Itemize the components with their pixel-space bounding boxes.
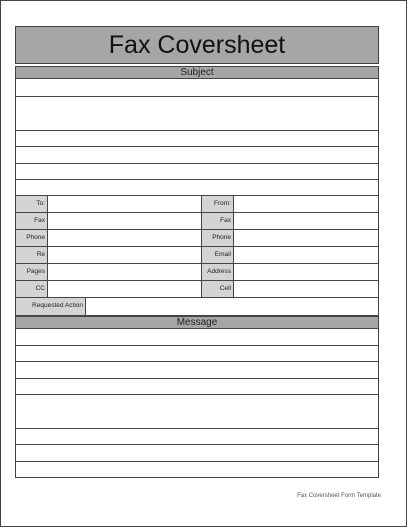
message-line[interactable] bbox=[16, 379, 378, 395]
field-row bbox=[16, 264, 378, 281]
from-field[interactable] bbox=[234, 196, 376, 212]
to-fax-label: Fax bbox=[16, 213, 48, 229]
from-fax-field[interactable] bbox=[234, 213, 376, 229]
cc-label: CC bbox=[16, 281, 48, 297]
to-field[interactable] bbox=[48, 196, 202, 212]
to-label: To: bbox=[16, 196, 48, 212]
message-line[interactable] bbox=[16, 395, 378, 429]
requested-action-field[interactable] bbox=[86, 298, 378, 315]
address-field[interactable] bbox=[234, 264, 376, 280]
message-lines[interactable] bbox=[15, 329, 379, 478]
field-row bbox=[16, 230, 378, 247]
message-line[interactable] bbox=[16, 445, 378, 462]
to-phone-field[interactable] bbox=[48, 230, 202, 246]
message-line[interactable] bbox=[16, 429, 378, 445]
form-content bbox=[15, 26, 379, 478]
subject-line[interactable] bbox=[16, 97, 378, 131]
message-line[interactable] bbox=[16, 362, 378, 379]
from-label: From: bbox=[202, 196, 234, 212]
subject-line[interactable] bbox=[16, 131, 378, 147]
field-row bbox=[16, 196, 378, 213]
pages-label: Pages bbox=[16, 264, 48, 280]
email-field[interactable] bbox=[234, 247, 376, 263]
requested-action-label: Requested Action bbox=[16, 298, 86, 315]
to-fax-field[interactable] bbox=[48, 213, 202, 229]
subject-line[interactable] bbox=[16, 79, 378, 97]
pages-field[interactable] bbox=[48, 264, 202, 280]
message-line[interactable] bbox=[16, 462, 378, 478]
message-line[interactable] bbox=[16, 329, 378, 346]
subject-line[interactable] bbox=[16, 180, 378, 196]
from-phone-field[interactable] bbox=[234, 230, 376, 246]
field-row bbox=[16, 281, 378, 298]
address-label: Address bbox=[202, 264, 234, 280]
cell-label: Cell bbox=[202, 281, 234, 297]
subject-line[interactable] bbox=[16, 147, 378, 164]
form-title: Fax Coversheet bbox=[15, 26, 379, 64]
re-label: Re bbox=[16, 247, 48, 263]
contact-fields bbox=[15, 196, 379, 316]
message-header: Message bbox=[15, 316, 379, 329]
from-phone-label: Phone bbox=[202, 230, 234, 246]
subject-header: Subject bbox=[15, 66, 379, 79]
field-row bbox=[16, 247, 378, 264]
field-row bbox=[16, 213, 378, 230]
subject-lines[interactable] bbox=[15, 79, 379, 196]
message-line[interactable] bbox=[16, 346, 378, 362]
re-field[interactable] bbox=[48, 247, 202, 263]
field-row bbox=[16, 298, 378, 315]
cell-field[interactable] bbox=[234, 281, 376, 297]
footer-note: Fax Coversheet Form Template bbox=[297, 493, 381, 499]
email-label: Email bbox=[202, 247, 234, 263]
to-phone-label: Phone bbox=[16, 230, 48, 246]
from-fax-label: Fax bbox=[202, 213, 234, 229]
cc-field[interactable] bbox=[48, 281, 202, 297]
subject-line[interactable] bbox=[16, 164, 378, 180]
